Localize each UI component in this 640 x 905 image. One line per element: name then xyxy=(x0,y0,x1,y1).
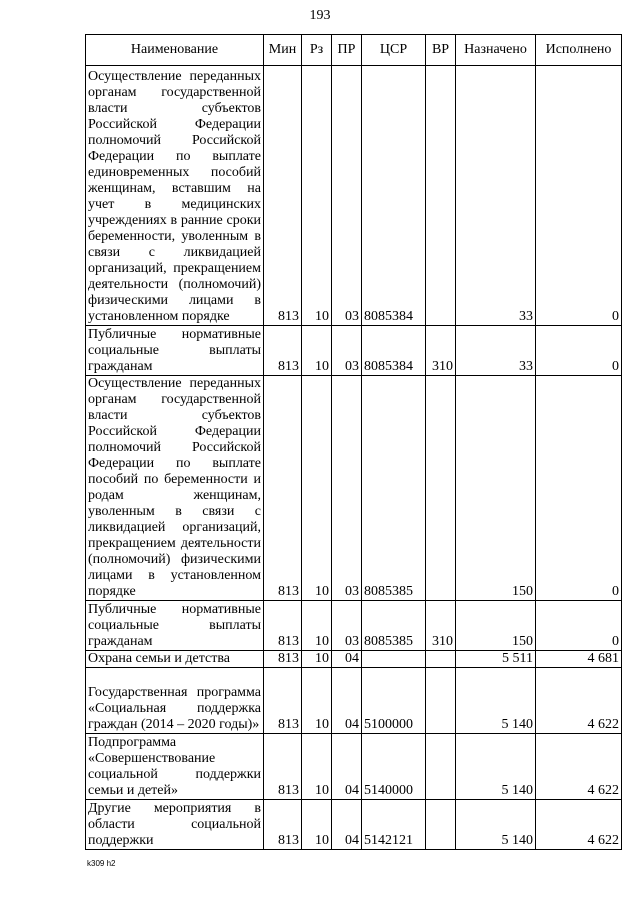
table-row xyxy=(86,734,622,800)
header-assigned: Назначено xyxy=(456,35,536,66)
budget-table xyxy=(85,34,622,850)
row-min: 813 xyxy=(264,800,302,850)
row-csr: 5100000 xyxy=(362,668,426,734)
row-assigned: 5 140 xyxy=(456,668,536,734)
header-name: Наименование xyxy=(86,35,264,66)
row-min: 813 xyxy=(264,651,302,668)
row-min: 813 xyxy=(264,66,302,326)
row-executed: 0 xyxy=(536,66,622,326)
row-name: Публичные нормативные социальные выплаты гражданам xyxy=(86,326,264,376)
row-csr: 8085384 xyxy=(362,66,426,326)
row-pr: 03 xyxy=(332,601,362,651)
row-vr xyxy=(426,651,456,668)
row-csr: 5140000 xyxy=(362,734,426,800)
row-min: 813 xyxy=(264,326,302,376)
row-assigned: 5 140 xyxy=(456,734,536,800)
table-row xyxy=(86,326,622,376)
row-name: Осуществление переданных органам государственной власти субъектов Российской Федерации полномочий Российской Федерации по выплате пособий по беременности и родам женщинам, уволенным в связи с ликвидацией организаций, прекращением деятельности (полномочий) физическими лицами в установленном порядке xyxy=(86,376,264,601)
row-assigned: 150 xyxy=(456,376,536,601)
row-pr: 03 xyxy=(332,376,362,601)
page-number: 193 xyxy=(309,8,331,23)
row-min: 813 xyxy=(264,376,302,601)
row-csr: 5142121 xyxy=(362,800,426,850)
table-row xyxy=(86,668,622,734)
row-rz: 10 xyxy=(302,376,332,601)
row-vr: 310 xyxy=(426,601,456,651)
row-pr: 03 xyxy=(332,326,362,376)
row-csr: 8085384 xyxy=(362,326,426,376)
row-executed: 4 622 xyxy=(536,668,622,734)
row-vr xyxy=(426,376,456,601)
row-executed: 0 xyxy=(536,376,622,601)
row-name: Государственная программа «Социальная поддержка граждан (2014 – 2020 годы)» xyxy=(86,668,264,734)
row-executed: 4 622 xyxy=(536,800,622,850)
row-rz: 10 xyxy=(302,668,332,734)
row-csr xyxy=(362,651,426,668)
header-csr: ЦСР xyxy=(362,35,426,66)
table-header-row xyxy=(86,35,622,66)
row-assigned: 150 xyxy=(456,601,536,651)
row-executed: 0 xyxy=(536,326,622,376)
row-rz: 10 xyxy=(302,800,332,850)
row-rz: 10 xyxy=(302,734,332,800)
table-row xyxy=(86,601,622,651)
footer-code: k309 h2 xyxy=(87,859,116,868)
row-vr xyxy=(426,734,456,800)
row-assigned: 5 511 xyxy=(456,651,536,668)
row-rz: 10 xyxy=(302,601,332,651)
row-vr xyxy=(426,668,456,734)
row-assigned: 33 xyxy=(456,66,536,326)
row-pr: 03 xyxy=(332,66,362,326)
row-vr xyxy=(426,800,456,850)
row-name: Охрана семьи и детства xyxy=(86,651,264,668)
row-executed: 4 681 xyxy=(536,651,622,668)
row-csr: 8085385 xyxy=(362,376,426,601)
row-name: Подпрограмма «Совершенствование социальной поддержки семьи и детей» xyxy=(86,734,264,800)
row-assigned: 33 xyxy=(456,326,536,376)
row-name: Публичные нормативные социальные выплаты гражданам xyxy=(86,601,264,651)
header-rz: Рз xyxy=(302,35,332,66)
header-vr: ВР xyxy=(426,35,456,66)
row-rz: 10 xyxy=(302,66,332,326)
header-min: Мин xyxy=(264,35,302,66)
row-min: 813 xyxy=(264,734,302,800)
row-vr xyxy=(426,66,456,326)
row-vr: 310 xyxy=(426,326,456,376)
table-row xyxy=(86,651,622,668)
row-pr: 04 xyxy=(332,800,362,850)
row-rz: 10 xyxy=(302,326,332,376)
row-name: Другие мероприятия в области социальной поддержки xyxy=(86,800,264,850)
header-pr: ПР xyxy=(332,35,362,66)
row-executed: 0 xyxy=(536,601,622,651)
row-csr: 8085385 xyxy=(362,601,426,651)
row-pr: 04 xyxy=(332,734,362,800)
row-min: 813 xyxy=(264,601,302,651)
table-row xyxy=(86,376,622,601)
row-name: Осуществление переданных органам государственной власти субъектов Российской Федерации полномочий Российской Федерации по выплате единовременных пособий женщинам, вставшим на учет в медицинских учреждениях в ранние сроки беременности, уволенным в связи с ликвидацией организаций, прекращением деятельности (полномочий) физическими лицами в установленном порядке xyxy=(86,66,264,326)
row-pr: 04 xyxy=(332,651,362,668)
table-row xyxy=(86,66,622,326)
row-min: 813 xyxy=(264,668,302,734)
row-pr: 04 xyxy=(332,668,362,734)
row-rz: 10 xyxy=(302,651,332,668)
row-executed: 4 622 xyxy=(536,734,622,800)
table-row xyxy=(86,800,622,850)
row-assigned: 5 140 xyxy=(456,800,536,850)
header-executed: Исполнено xyxy=(536,35,622,66)
